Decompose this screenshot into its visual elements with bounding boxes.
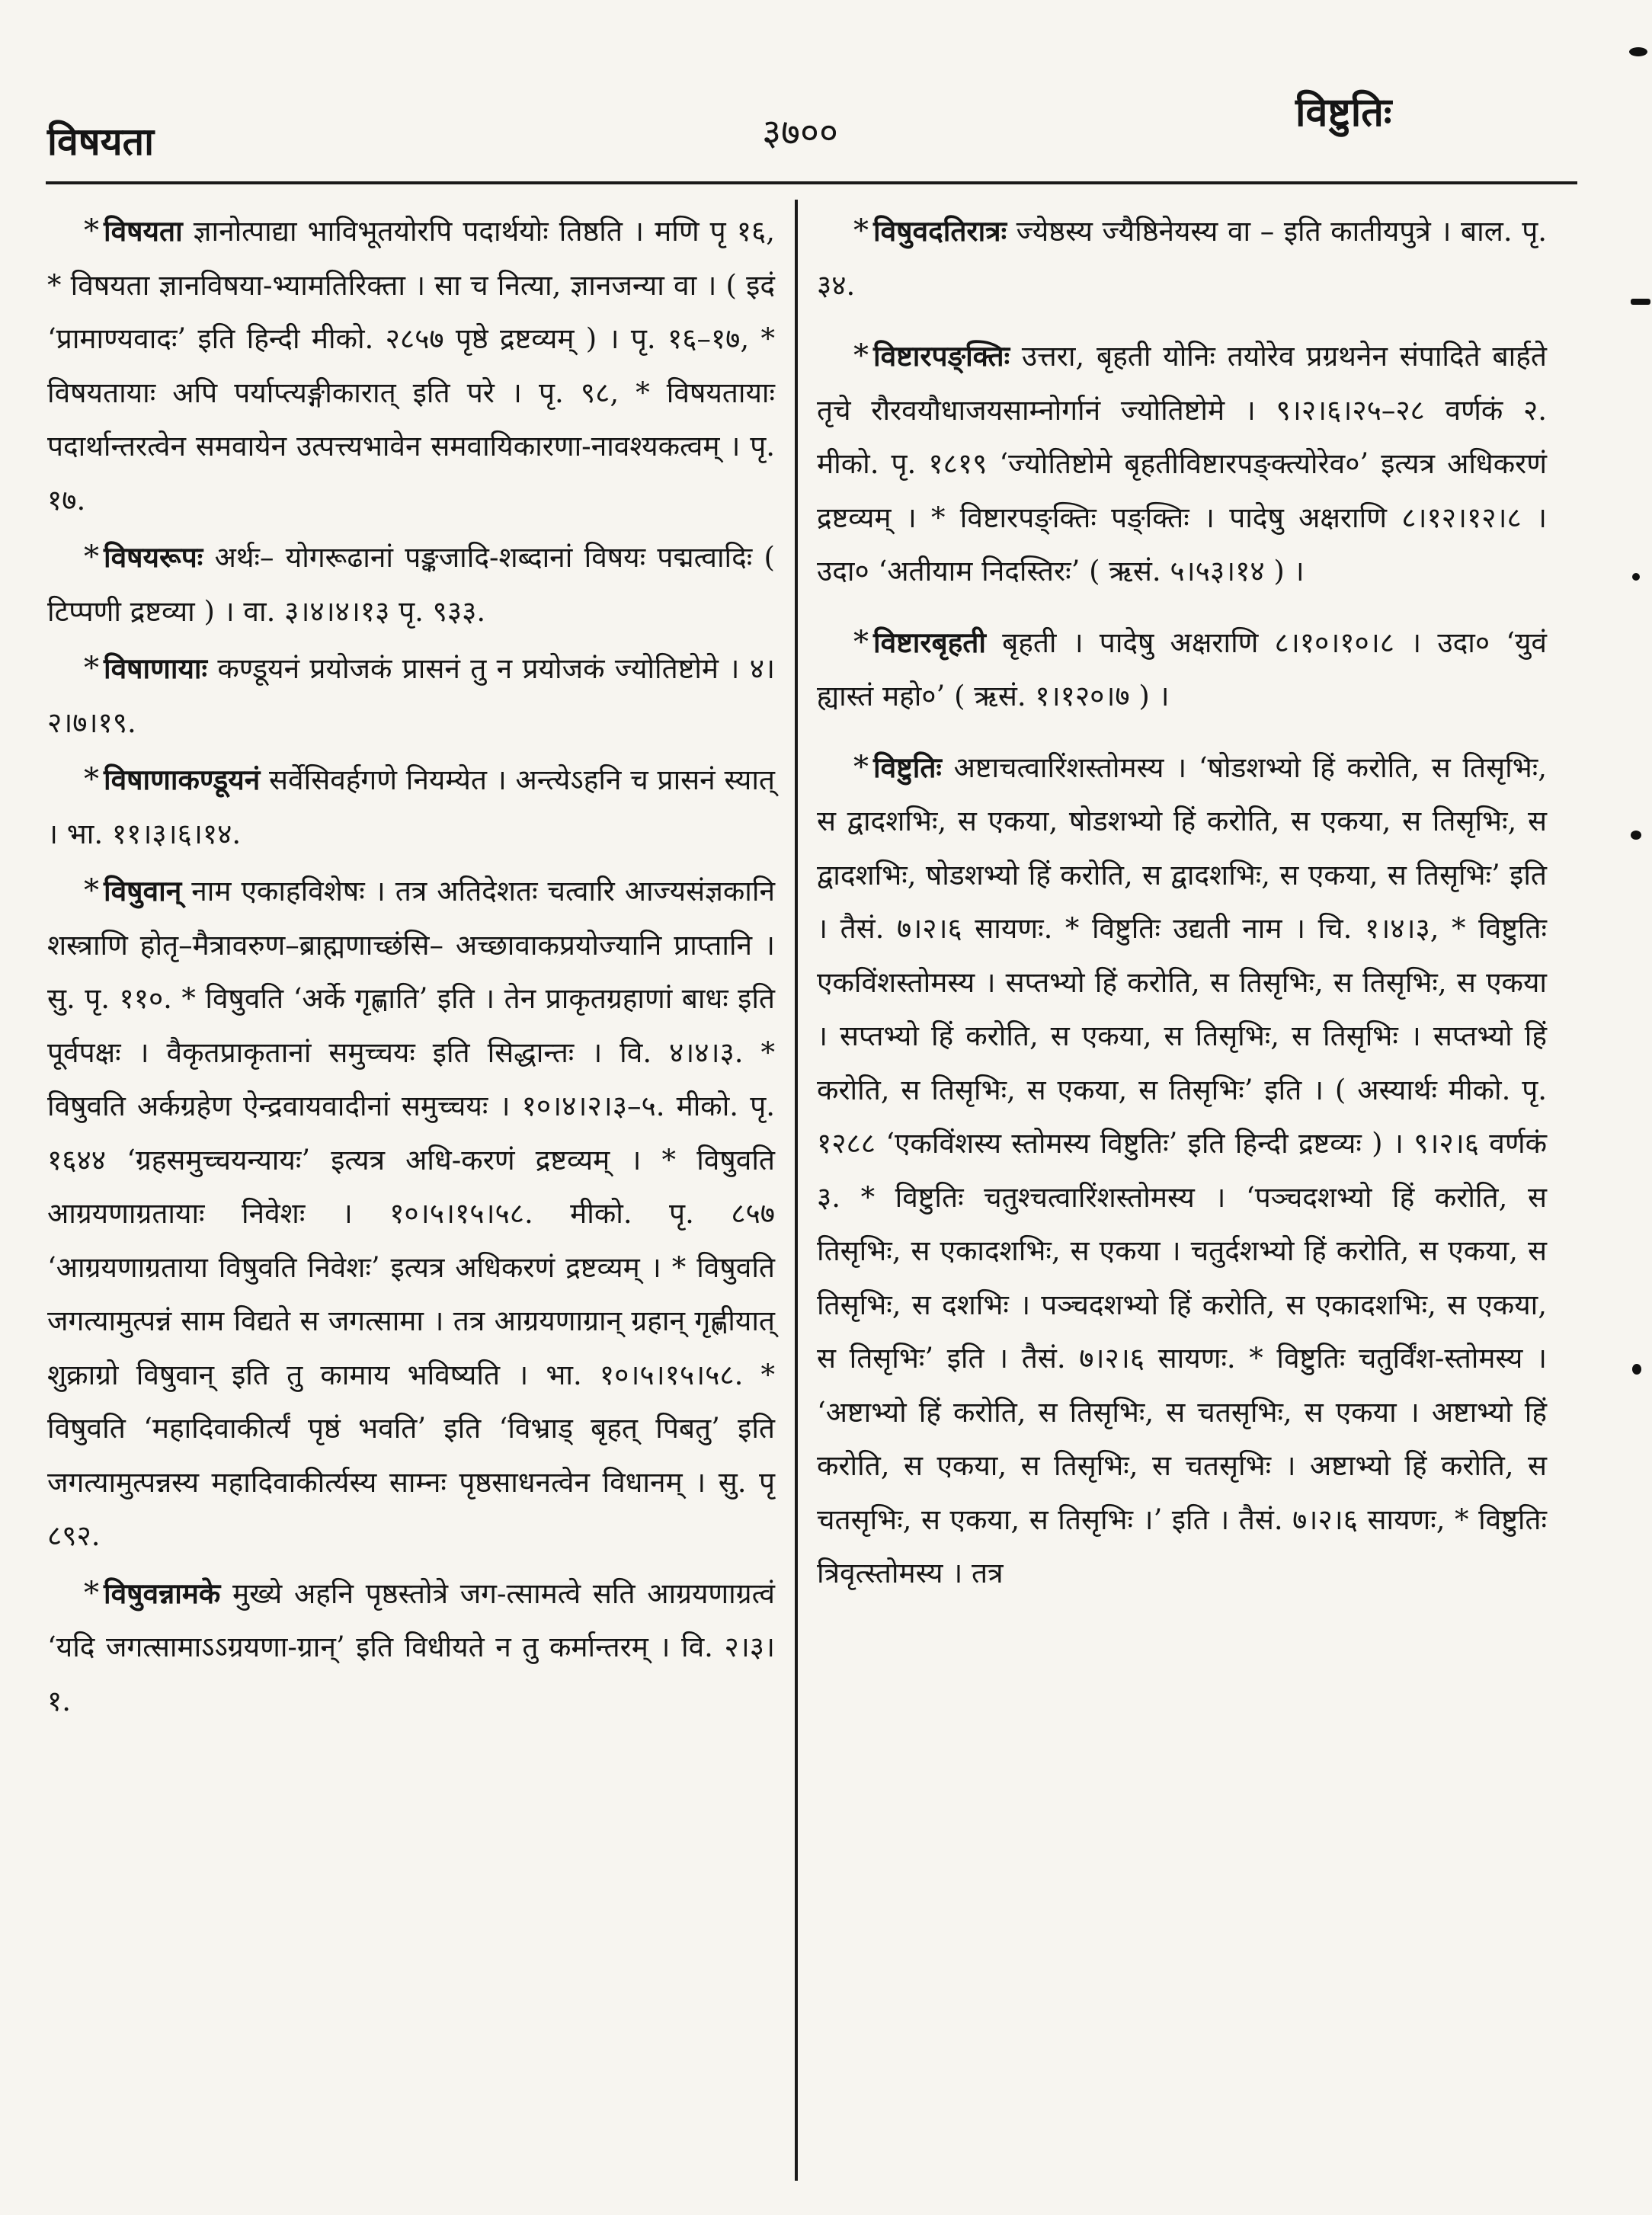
entry-star-icon: * [84, 873, 99, 908]
scan-mark [1632, 573, 1640, 581]
entry-headword: विषुवान् [104, 874, 182, 907]
dictionary-entry [47, 864, 775, 1564]
entry-text: अष्टाचत्वारिंशस्तोमस्य । ‘षोडशभ्यो हिं करोति, स तिसृभिः, स द्वादशभिः, स एकया, षोडशभ्यो हिं करोति, स एकया, स तिसृभिः, स द्वादशभिः, षोडशभ्यो हिं करोति, स द्वादशभिः, स एकया, स तिसृभिः’ इति । तैसं. ७।२।६ सायणः. * विष्टुतिः उद्यती नाम । चि. १।४।३, * विष्टुतिः एकविंशस्तोमस्य । सप्तभ्यो हिं करोति, स तिसृभिः, स तिसृभिः, स एकया । सप्तभ्यो हिं करोति, स एकया, स तिसृभिः, स तिसृभिः । सप्तभ्यो हिं करोति, स तिसृभिः, स एकया, स तिसृभिः’ इति । ( अस्यार्थः मीको. पृ. १२८८ ‘एकविंशस्य स्तोमस्य विष्टुतिः’ इति हिन्दी द्रष्टव्यः ) । ९।२।६ वर्णकं ३. * विष्टुतिः चतुश्चत्वारिंशस्तोमस्य । ‘पञ्चदशभ्यो हिं करोति, स तिसृभिः, स एकादशभिः, स एकया । चतुर्दशभ्यो हिं करोति, स एकया, स तिसृभिः, स दशभिः । पञ्चदशभ्यो हिं करोति, स एकादशभिः, स एकया, स तिसृभिः’ इति । तैसं. ७।२।६ सायणः. * विष्टुतिः चतुर्विंश-स्तोमस्य । ‘अष्टाभ्यो हिं करोति, स तिसृभिः, स चतसृभिः, स एकया । अष्टाभ्यो हिं करोति, स एकया, स तिसृभिः, स चतसृभिः । अष्टाभ्यो हिं करोति, स चतसृभिः, स एकया, स तिसृभिः ।’ इति । तैसं. ७।२।६ सायणः, * विष्टुतिः त्रिवृत्स्तोमस्य । तत्र [817, 751, 1547, 1589]
entry-headword: विषुवन्नामके [104, 1576, 221, 1610]
entry-star-icon: * [84, 651, 99, 686]
entry-headword: विष्टारपङ्क्तिः [873, 339, 1010, 373]
entry-headword: विषाणायाः [104, 651, 207, 685]
scan-mark [1632, 1364, 1641, 1375]
entry-text: कण्डूयनं प्रयोजकं प्रासनं तु न प्रयोजकं ज्योतिष्टोमे । ४।२।७।१९. [47, 652, 775, 739]
entry-star-icon: * [853, 338, 869, 373]
dictionary-entry [817, 616, 1547, 724]
entry-star-icon: * [853, 213, 869, 248]
right-column [817, 204, 1547, 1604]
scan-mark [1631, 831, 1641, 840]
entry-headword: विषयरूपः [104, 540, 203, 574]
dictionary-entry [47, 642, 775, 750]
entry-text: अर्थः– योगरूढानां पङ्कजादि-शब्दानां विषयः पद्मत्वादिः ( टिप्पणी द्रष्टव्या ) । वा. ३।४।४।१३ पृ. ९३३. [47, 541, 775, 628]
entry-text: मुख्ये अहनि पृष्ठस्तोत्रे जग-त्सामत्वे सति आग्रयणाग्रत्वं ‘यदि जगत्सामाऽऽग्रयणा-ग्रान्’ इति विधीयते न तु कर्मान्तरम् । वि. २।३।१. [47, 1576, 775, 1717]
entry-headword: विष्टुतिः [873, 750, 942, 784]
dictionary-entry [817, 741, 1547, 1601]
entry-text: नाम एकाहविशेषः । तत्र अतिदेशतः चत्वारि आज्यसंज्ञकानि शस्त्राणि होतृ–मैत्रावरुण–ब्राह्मणाच्छंसि– अच्छावाकप्रयोज्यानि प्राप्तानि । सु. पृ. ११०. * विषुवति ‘अर्के गृह्णाति’ इति । तेन प्राकृतग्रहाणां बाधः इति पूर्वपक्षः । वैकृतप्राकृतानां समुच्चयः इति सिद्धान्तः । वि. ४।४।३. * विषुवति अर्कग्रहेण ऐन्द्रवायवादीनां समुच्चयः । १०।४।२।३–५. मीको. पृ. १६४४ ‘ग्रहसमुच्चयन्यायः’ इत्यत्र अधि-करणं द्रष्टव्यम् । * विषुवति आग्रयणाग्रतायाः निवेशः । १०।५।१५।५८. मीको. पृ. ८५७ ‘आग्रयणाग्रताया विषुवति निवेशः’ इत्यत्र अधिकरणं द्रष्टव्यम् । * विषुवति जगत्यामुत्पन्नं साम विद्यते स जगत्सामा । तत्र आग्रयणाग्रान् ग्रहान् गृह्णीयात् शुक्राग्रो विषुवान् इति तु कामाय भविष्यति । भा. १०।५।१५।५८. * विषुवति ‘महादिवाकीर्त्यं पृष्ठं भवति’ इति ‘विभ्राड् बृहत् पिबतु’ इति जगत्यामुत्पन्नस्य महादिवाकीर्त्यस्य साम्नः पृष्ठसाधनत्वेन विधानम् । सु. पृ ८९२. [47, 875, 775, 1552]
dictionary-entry [47, 530, 775, 639]
entry-star-icon: * [853, 624, 869, 660]
entry-star-icon: * [853, 749, 869, 785]
entry-text: ज्ञानोत्पाद्या भाविभूतयोरपि पदार्थयोः तिष्ठति । मणि पृ १६, * विषयता ज्ञानविषया-भ्यामतिरिक्ता । सा च नित्या, ज्ञानजन्या वा । ( इदं ‘प्रामाण्यवादः’ इति हिन्दी मीको. २८५७ पृष्ठे द्रष्टव्यम् ) । पृ. १६–१७, * विषयतायाः अपि पर्याप्त्यङ्गीकारात् इति परे । पृ. ९८, * विषयतायाः पदार्थान्तरत्वेन समवायेन उत्पत्त्यभावेन समवायिकारणा-नावश्यकत्वम् । पृ. १७. [47, 215, 775, 517]
scan-mark [1629, 47, 1647, 56]
header-rule [46, 181, 1577, 184]
dictionary-entry [817, 329, 1547, 599]
entry-star-icon: * [84, 213, 99, 248]
scan-mark [1631, 299, 1650, 305]
dictionary-entry [47, 1567, 775, 1729]
column-divider [795, 200, 798, 2181]
page-number: ३७०० [762, 111, 838, 154]
entry-text: सर्वेसिवर्हगणे नियम्येत । अन्त्येऽहनि च प्रासनं स्यात् । भा. ११।३।६।१४. [47, 763, 775, 850]
dictionary-entry [817, 204, 1547, 312]
entry-headword: विषुवदतिरात्रः [873, 214, 1007, 248]
entry-star-icon: * [84, 1575, 99, 1611]
entry-headword: विष्टारबृहती [873, 625, 986, 659]
left-column [47, 204, 775, 1731]
entry-headword: विषयता [104, 214, 183, 248]
entry-headword: विषाणाकण्डूयनं [104, 763, 261, 796]
header-left-keyword: विषयता [47, 119, 155, 164]
entry-star-icon: * [84, 539, 99, 575]
entry-star-icon: * [84, 762, 99, 797]
dictionary-entry [47, 753, 775, 861]
header-right-keyword: विष्टुतिः [1295, 89, 1392, 136]
entry-text: उत्तरा, बृहती योनिः तयोरेव प्रग्रथनेन संपादिते बार्हते तृचे रौरवयौधाजयसाम्नोर्गानं ज्योतिष्टोमे । ९।२।६।२५–२८ वर्णकं २. मीको. पृ. १८१९ ‘ज्योतिष्टोमे बृहतीविष्टारपङ्क्त्योरेव०’ इत्यत्र अधिकरणं द्रष्टव्यम् । * विष्टारपङ्क्तिः पङ्क्तिः । पादेषु अक्षराणि ८।१२।१२।८ । उदा० ‘अतीयाम निदस्तिरः’ ( ऋसं. ५।५३।१४ ) । [817, 340, 1547, 587]
entry-text: ज्येष्ठस्य ज्यैष्ठिनेयस्य वा – इति कातीयपुत्रे । बाल. पृ. ३४. [817, 215, 1547, 302]
dictionary-entry [47, 204, 775, 527]
entry-text: बृहती । पादेषु अक्षराणि ८।१०।१०।८ । उदा० ‘युवं ह्यास्तं महो०’ ( ऋसं. १।१२०।७ ) । [817, 626, 1547, 712]
